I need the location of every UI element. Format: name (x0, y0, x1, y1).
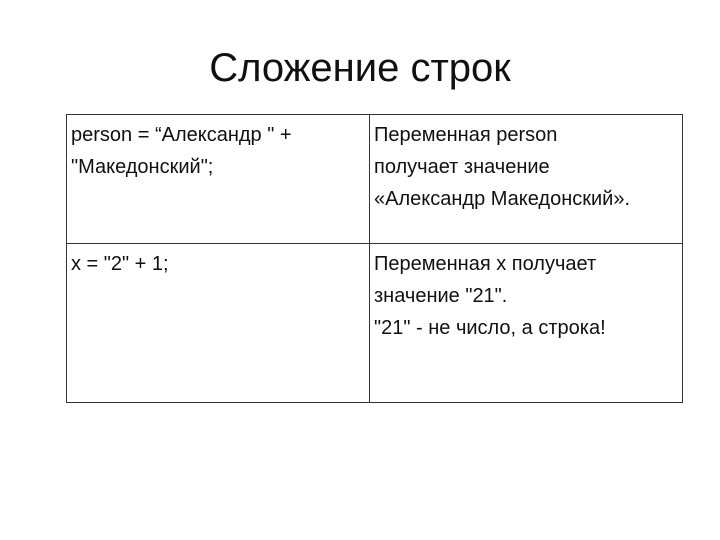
slide-title: Сложение строк (209, 46, 511, 90)
table-row (67, 244, 683, 403)
examples-table (66, 114, 683, 403)
description-cell: Переменная x получает значение "21". "21" - не число, а строка! (370, 244, 683, 403)
description-cell: Переменная person получает значение «Александр Македонский». (370, 115, 683, 244)
table-row (67, 115, 683, 244)
code-cell: x = "2" + 1; (67, 244, 370, 403)
code-cell: person = “Александр " + "Македонский"; (67, 115, 370, 244)
